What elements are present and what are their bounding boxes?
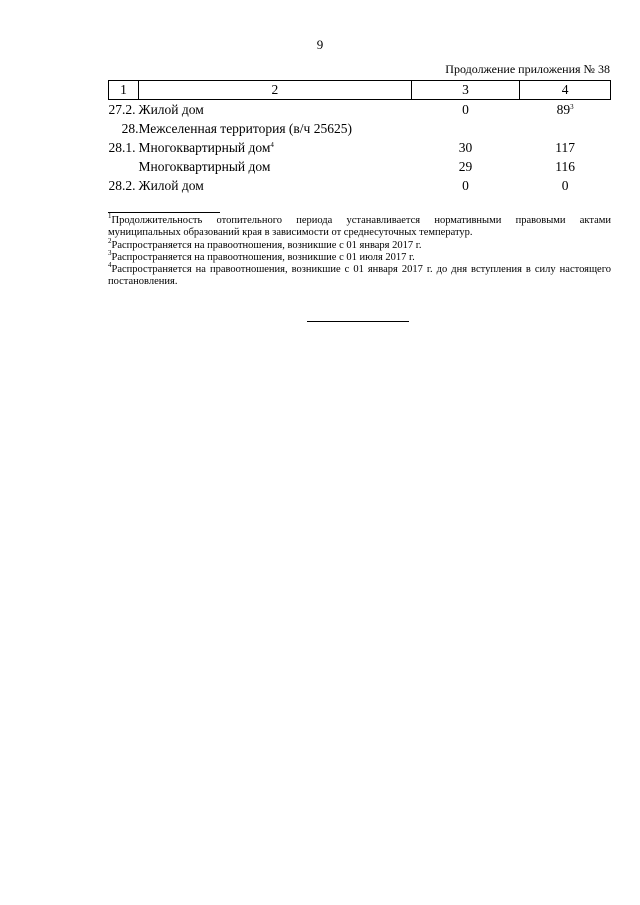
row-value-col4-footnote-mark: 3	[570, 103, 574, 111]
row-value-col4-text: 116	[555, 159, 576, 174]
row-value-col4	[520, 157, 611, 176]
row-value-col3: 29	[458, 159, 473, 174]
row-number	[109, 157, 139, 176]
column-header-4: 4	[520, 81, 611, 100]
footnote	[108, 249, 611, 264]
table-header-row	[109, 81, 611, 100]
row-number: 28.1.	[108, 140, 136, 155]
row-value-col3	[411, 119, 520, 138]
row-value-col3: 30	[458, 140, 473, 155]
row-number: 27.2.	[108, 102, 136, 117]
row-name-text: Межселенная территория (в/ч 25625)	[138, 121, 352, 136]
table-row	[109, 157, 611, 176]
row-name-text: Жилой дом	[138, 102, 204, 117]
row-name	[138, 138, 411, 157]
end-of-document-rule	[307, 321, 409, 322]
table-row	[109, 100, 611, 120]
row-name-text: Многоквартирный дом	[138, 140, 271, 155]
row-value-col4	[520, 100, 611, 120]
row-name	[138, 100, 411, 120]
row-value-col4	[520, 176, 611, 195]
footnote-text: Распространяется на правоотношения, возникшие с 01 января 2017 г. до дня вступления в силу настоящего постановления.	[108, 264, 611, 287]
footnote-mark: 4	[108, 261, 112, 269]
footnote-mark: 3	[108, 249, 112, 257]
tariff-table	[108, 80, 611, 195]
row-name-text: Многоквартирный дом	[138, 159, 271, 174]
row-value-col4-text: 0	[561, 178, 569, 193]
row-value-col4-text: 117	[555, 140, 576, 155]
table-row	[109, 138, 611, 157]
row-name	[138, 157, 411, 176]
row-value-col3: 0	[462, 102, 469, 117]
row-name	[138, 176, 411, 195]
row-name	[138, 119, 411, 138]
row-number: 28.2.	[108, 178, 136, 193]
row-name-text: Жилой дом	[138, 178, 204, 193]
footnote-separator	[108, 212, 220, 213]
column-header-2: 2	[138, 81, 411, 100]
page-number: 9	[316, 37, 324, 52]
row-value-col4	[520, 119, 611, 138]
row-value-col3: 0	[462, 178, 469, 193]
row-name-footnote-mark: 4	[270, 141, 274, 149]
footnote	[108, 237, 611, 252]
row-value-col4	[520, 138, 611, 157]
appendix-continuation-label: Продолжение приложения № 38	[445, 62, 610, 76]
footnote-text: Распространяется на правоотношения, возникшие с 01 января 2017 г.	[111, 240, 422, 251]
footnote	[108, 212, 611, 238]
footnote	[108, 261, 611, 287]
table-row	[109, 119, 611, 138]
footnote-mark: 2	[108, 237, 112, 245]
row-number: 28.	[121, 121, 139, 136]
footnote-text: Распространяется на правоотношения, возникшие с 01 июля 2017 г.	[111, 252, 415, 263]
column-header-1: 1	[109, 81, 139, 100]
footnote-text: Продолжительность отопительного периода устанавливается нормативными правовыми актами муниципальных образований края в зависимости от среднесуточных температур.	[108, 215, 611, 238]
footnote-mark: 1	[108, 212, 112, 220]
row-value-col4-text: 89	[556, 102, 571, 117]
table-row	[109, 176, 611, 195]
column-header-3: 3	[411, 81, 520, 100]
